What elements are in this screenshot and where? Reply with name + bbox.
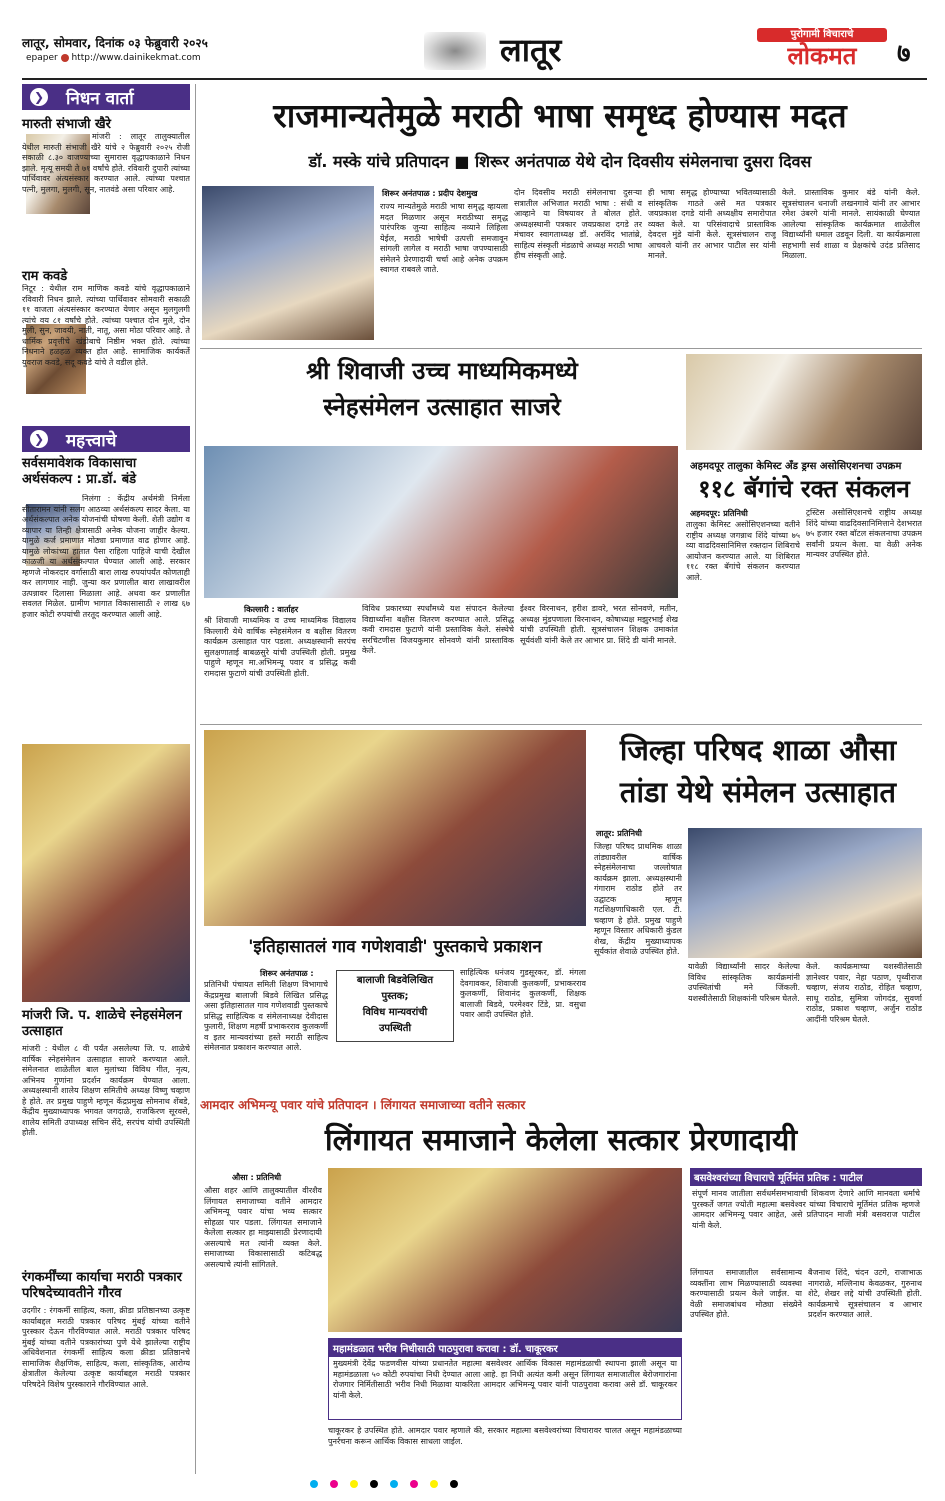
left-column-divider — [195, 84, 196, 1474]
important-header — [22, 426, 190, 452]
masthead-divider — [22, 78, 927, 80]
shivaji-dateline: किल्लारी : वार्ताहर — [244, 605, 299, 614]
budget-headline: सर्वसमावेशक विकासाचा अर्थसंकल्प : प्रा.डॉ. बंडे — [22, 456, 137, 487]
school-photo — [22, 744, 190, 1002]
obit1-name: मारुती संभाजी खैरे — [22, 117, 112, 132]
book-box-line-2: पुस्तक; — [381, 991, 409, 1002]
book-box-line-1: बालाजी बिडवेलिखित — [356, 975, 434, 986]
registration-mark-icon — [450, 1480, 458, 1488]
obituary-title: निधन वार्ता — [66, 88, 134, 109]
book-caption: 'इतिहासातलं गाव गणेशवाडी' पुस्तकाचे प्रकाशन — [248, 937, 542, 957]
blood-body-2: ट्रस्टिस असोसिएशनचे राष्ट्रीय अध्यक्ष शिंदे यांच्या वाढदिवसानिमित्ताने देशभरात ७५ हजार रक्त बॉटल संकलनाचा उपक्रम सर्वांनी प्रयत्न केला. या वेळी अनेक मान्यवर उपस्थित होते. — [806, 508, 922, 559]
ausa-dateline: लातूर: प्रतिनिधी — [596, 829, 642, 838]
obit1-text: मांजरी : लातूर तालुक्यातील येथील मारुती संभाजी खैरे यांचे २ फेब्रुवारी २०२५ रोजी सकाळी ८.३० वाजण्याच्या सुमारास वृद्धापकाळाने निधन झाले. मृत्यू समयी ते ७१ वर्षांचे होते. रविवारी दुपारी त्यांच्या पार्थिवावर अंत्यसंस्कार करण्यात आले. त्यांच्या पश्चात पत्नी, मुलगा, मुलगी, सून, नातवंडे असा परिवार आहे. — [22, 132, 190, 194]
city-emblem — [424, 32, 486, 70]
lingayat-box-text: संपूर्ण मानव जातीला सर्वधर्मसमभावाची शिकवण देणारे आणि मानवता धर्माचे पुरस्कर्ते जगत ज्योती महात्मा बसवेश्वर यांच्या विचाराचे मूर्तिमंत प्रतिक म्हणजे आमदार अभिमन्यू पवार आहेत, असे प्रतिपादन माजी मंत्री बसवराज पाटील यांनी केले. — [692, 1189, 920, 1230]
shivaji-headline-2: स्नेहसंमेलन उत्साहात साजरे — [323, 392, 561, 421]
important-title: महत्त्वाचे — [66, 430, 117, 451]
chevron-down-icon: ❯ — [30, 88, 48, 106]
lingayat-body-4: चाकूरकर हे उपस्थित होते. आमदार पवार म्हणाले की, सरकार महात्मा बसवेश्वरांच्या विचारावर चालत असून महामंडळाच्या पुनर्रचना करून आर्थिक विकास साधला जाईल. — [328, 1426, 682, 1446]
blood-caption: अहमदपूर तालुका केमिस्ट ॲंड ड्रग्स असोसिएशनचा उपक्रम — [690, 461, 902, 472]
budget-text: निलंगा : केंद्रीय अर्थमंत्री निर्मला सीतारामन यांनी सलग आठव्या अर्थसंकल्प सादर केला. या अर्थसंकल्पात अनेक योजनांची घोषणा केली. शेती उद्योग व व्यापार या तिन्ही क्षेत्रासाठी अनेक योजना जाहीर केल्या. यामुळे कर्ज प्रमाणात मोठ्या प्रमाणात वाढ होणार आहे. यामुळे लोकांच्या हातात पैसा राहिला पाहिजे याची देखील काळजी या अर्थसंकल्पात घेण्यात आली आहे. सरकार म्हणजे नोकरदार वर्गासाठी बारा लाख रुपयांपर्यंत कोणताही कर लागणार नाही. जुन्या कर प्रणालीत बारा लाखावरील उत्पन्नावर दिलासा मिळाला आहे. अथवा कर प्रणालीत सवलत मिळेल. ग्रामीण भागात विकासासाठी २ लाख ६७ हजार कोटी रुपयांची तरतूद करण्यात आली आहे. — [22, 494, 190, 619]
blood-photo — [686, 354, 922, 450]
lead-photo — [202, 186, 374, 340]
lingayat-box-head: बसवेश्वरांच्या विचाराचे मूर्तिमंत प्रतिक : पाटील — [690, 1168, 922, 1186]
registration-mark-icon — [310, 1480, 318, 1488]
school-text: मांजरी : येथील ८ वी पर्यंत असलेल्या जि. प. शाळेचे वार्षिक स्नेहसंमेलन उत्साहात साजरे करण्यात आले. संमेलनात शाळेतील बाल मुलांच्या विविध गीत, नृत्य, अभिनय गुणांना प्रदर्शन कार्यक्रम घेण्यात आला. अध्यक्षस्थानी शालेय शिक्षण समितीचे अध्यक्ष विष्णु चव्हाण हे होते. तर प्रमुख पाहुणे म्हणून केंद्रप्रमुख सोमनाथ शेंबडे, केंद्रीय मुख्याध्यापक भगवत जगदाळे, राजकिरण सूरवसे, शालेय समिती उपाध्यक्ष सचिन सेंदे, सरपंच यांची उपस्थिती होती. — [22, 1044, 190, 1137]
shivaji-headline-1: श्री शिवाजी उच्च माध्यमिकमध्ये — [306, 356, 578, 385]
lingayat-box — [690, 1168, 922, 1260]
blood-body-1: तालुका केमिस्ट असोसिएशनच्या वतीने राष्ट्रीय अध्यक्ष जगन्नाथ शिंदे यांच्या ७५ व्या वाढदिवसानिमित्त रक्तदान शिबिराचे आयोजन करण्यात आले. या शिबिरात ११८ रक्त बॅगांचे संकलन करण्यात आले. — [686, 520, 800, 582]
book-body-2: साहित्यिक धनंजय गुडसूरकर, डॉ. मंगला देवगावकर, शिवाजी कुलकर्णी, प्रभाकरराव कुलकर्णी, शिवानंद कुलकर्णी, शिक्षक बालाजी बिडवे, परमेश्वर टिंडे, प्रा. वसुधा पवार आदी उपस्थित होते. — [460, 968, 586, 1019]
obituary-header — [22, 84, 190, 110]
brand-tagline: पुरोगामी विचाराचे — [757, 28, 887, 42]
epaper-link[interactable] — [26, 53, 201, 63]
obit2-name: राम कवडे — [22, 269, 68, 284]
shivaji-body-3: ईश्वर विरनाथन, हरीश डावरे, भरत सोनवणे, मतीन, अध्यक्ष मुंडपणाला विरनाथन, कोषाध्यक्ष मझुरभाई शेख यांची उपस्थिती होती. सूत्रसंचालन शिक्षक उमाकांत सूर्यवंशी यांनी केले तर आभार प्रा. शिंदे डी यांनी मानले. — [520, 604, 678, 645]
brand-name: लोकमत — [787, 41, 857, 70]
blood-dateline: अहमदपूर: प्रतिनिधी — [690, 509, 748, 518]
city-title: लातूर — [500, 31, 562, 69]
lead-body-2: दोन दिवसीय मराठी संमेलनाचा दुसऱ्या सत्रातील अभिजात मराठी भाषा : संधी व आव्हाने या विषयावर ते बोलत होते. अध्यक्षस्थानी पत्रकार जयप्रकाश दगडे तर मंचावर स्वागताध्यक्ष डॉ. अरविंद भातांब्रे, साहित्य संस्कृती मंडळाचे अध्यक्ष मराठी भाषा हीच संस्कृती आहे. — [514, 188, 642, 260]
shivaji-photo — [204, 446, 678, 598]
lingayat-kicker: आमदार अभिमन्यू पवार यांचे प्रतिपादन । लिंगायत समाजाच्या वतीने सत्कार — [200, 1098, 526, 1112]
masthead — [22, 28, 927, 78]
lead-body-1: राज्य मान्यतेमुळे मराठी भाषा समृद्ध व्हायला मदत मिळणार असून मराठीच्या समृद्ध पारंपरिक जुन्या साहित्य नव्याने लिहिला येईल, मराठी भाषेची उत्पत्ती समजावून सांगली लागेल व मराठी भाषा जपण्यासाठी संमेलने प्रेरणादायी चर्चा आहे अनेक उपक्रम स्वागत राबवले जाते. — [380, 202, 508, 274]
left-column — [22, 84, 190, 1474]
ausa-body-4: केले. कार्यक्रमाच्या यशस्वीतेसाठी ज्ञानेश्वर पवार, नेहा पठाण, पृथ्वीराज चव्हाण, संजय राठोड, रोहित चव्हाण, साधू राठोड, सुमित्रा जोगदंड, सुवर्णा राठोड, प्रकाश चव्हाण, अर्जुन राठोड आदींनी परिश्रम घेतले. — [806, 962, 922, 1024]
rangkarmi-text: उदगीर : रंगकर्मी साहित्य, कला, क्रीडा प्रतिष्ठानच्या उत्कृष्ट कार्याबद्दल मराठी पत्रकार परिषद मुंबई यांच्या वतीने पुरस्कार देऊन गौरविण्यात आले. मराठी पत्रकार परिषद मुंबई यांच्या वतीने पत्रकारांच्या पुणे येथे झालेल्या राष्ट्रीय अधिवेशनात रंगकर्मी साहित्य कला क्रीडा प्रतिष्ठानचे सामाजिक शैक्षणिक, साहित्य, कला, सांस्कृतिक, आरोग्य क्षेत्रातील केलेल्या उत्कृष्ट कार्याबद्दल मराठी पत्रकार परिषदेने विशेष पुरस्काराने गौरविण्यात आले. — [22, 1306, 190, 1389]
ausa-headline-2: तांडा येथे संमेलन उत्साहात — [619, 775, 897, 809]
brand-logo — [757, 28, 887, 72]
lingayat-body-1: औसा शहर आणि तालुक्यातील वीरशैव लिंगायत समाजाच्या वतीने आमदार अभिमन्यू पवार यांचा भव्य सत्कार सोहळा पार पडला. लिंगायत समाजाने केलेला सत्कार हा माझ्यासाठी प्रेरणादायी असल्याचे मत त्यांनी व्यक्त केले. समाजाच्या विकासासाठी कटिबद्ध असल्याचे त्यांनी सांगितले. — [204, 1186, 322, 1269]
globe-icon — [61, 54, 69, 62]
lingayat-body-3: बैजनाथ शिंदे, चंदन उटगे, राजाभाऊ नागराळे, मल्लिनाथ केवळकर, गुरुनाथ शेटे, शेखर लद्दे यांची उपस्थिती होती. कार्यक्रमाचे सूत्रसंचालन व आभार प्रदर्शन करण्यात आले. — [808, 1268, 922, 1319]
registration-mark-icon — [350, 1480, 358, 1488]
shivaji-body-1: श्री शिवाजी माध्यमिक व उच्च माध्यमिक विद्यालय किल्लारी येथे वार्षिक स्नेहसंमेलन व बक्षीस वितरण कार्यक्रम उत्साहात पार पडला. अध्यक्षस्थानी सरपंच सुलक्षणाताई बाबळसुरे यांची उपस्थिती होती. प्रमुख पाहुणे म्हणून मा.अभिमन्यू पवार व प्रसिद्ध कवी रामदास फुटाणे यांची उपस्थिती होती. — [204, 616, 356, 678]
obit2-text: निटूर : येथील राम माणिक कवडे यांचे वृद्धापकाळाने रविवारी निधन झाले. त्यांच्या पार्थिवावर सोमवारी सकाळी ११ वाजता अंत्यसंस्कार करण्यात येणार असून मुलगुलगी त्यांचे वय ८१ वर्षांचे होते. त्यांच्या पश्चात दोन मुले, दोन मुली, सुन, जावयी, नाती, नातू, असा मोठा परिवार आहे. ते धार्मिक प्रवृत्तीचे खंडोबाचे निष्ठीम भक्त होते. त्यांच्या निधनाने हळहळ व्यक्त होत आहे. सामाजिक कार्यकर्ते युवराज कवडे, सदू कवडे यांचे ते वडील होते. — [22, 284, 190, 367]
blood-headline: ११८ बॅगांचे रक्त संकलन — [698, 474, 910, 503]
ausa-photo — [688, 828, 922, 958]
lead-body-3: ही भाषा समृद्ध होण्याच्या भवितव्यासाठी सांस्कृतिक गाठते असे मत पत्रकार जयप्रकाश दगडे यांनी अध्यक्षीय समारोपात व्यक्त केले. या परिसंवादाचे प्रास्ताविक देवदत्त मुंडे यांनी केले. सूत्रसंचालन राजू आचवले यांनी तर आभार पाटील सर यांनी मानले. — [648, 188, 776, 260]
demand-box — [328, 1338, 682, 1420]
lead-dateline: शिरूर अनंतपाळ : प्रदीप देशमुख — [382, 189, 478, 198]
registration-mark-icon — [390, 1480, 398, 1488]
book-box-line-4: उपस्थिती — [378, 1023, 412, 1034]
ausa-body-1: जिल्हा परिषद प्राथमिक शाळा तांड्यावरील वार्षिक स्नेहसंमेलनाचा जल्लोषात कार्यक्रम झाला. अध्यक्षस्थानी गंगाराम राठोड होते तर उद्घाटक म्हणून गटशिक्षणाधिकारी एल. टी. चव्हाण हे होते. प्रमुख पाहुणे म्हणून विस्तार अधिकारी कुंडल शेख, केंद्रीय मुख्याध्यापक सूर्यकांत शेवाळे उपस्थित होते. — [594, 842, 682, 956]
lingayat-dateline: औसा : प्रतिनिधी — [232, 1173, 282, 1182]
registration-mark-icon — [430, 1480, 438, 1488]
book-pullout-box — [336, 970, 454, 1042]
ausa-body-3: यावेळी विद्यार्थ्यांनी सादर केलेल्या विविध सांस्कृतिक कार्यक्रमांनी उपस्थितांची मने जिंकली. यशस्वीतेसाठी शिक्षकांनी परिश्रम घेतले. — [688, 962, 800, 1003]
lingayat-photo — [328, 1168, 682, 1332]
page-number: ७ — [897, 39, 911, 69]
dateline: लातूर, सोमवार, दिनांक ०३ फेब्रुवारी २०२५ — [22, 36, 208, 50]
lead-divider — [200, 348, 922, 349]
registration-mark-icon — [330, 1480, 338, 1488]
shivaji-body-2: विविध प्रकारच्या स्पर्धांमध्ये यश संपादन केलेल्या विद्यार्थ्यांना बक्षीस वितरण करण्यात आले. प्रसिद्ध कवी रामदास फुटाणे यांनी प्रस्ताविक केले. संस्थेचे सरचिटणीस विजयकुमार सोनवणे यांनी प्रास्ताविक केले. — [362, 604, 514, 655]
website-url[interactable]: http://www.dainikekmat.com — [71, 53, 201, 63]
registration-mark-icon — [370, 1480, 378, 1488]
book-photo — [204, 730, 586, 926]
lead-headline: राजमान्यतेमुळे मराठी भाषा समृध्द होण्यास मदत — [273, 96, 847, 135]
ausa-headline-1: जिल्हा परिषद शाळा औसा — [619, 733, 897, 767]
rangkarmi-headline: रंगकर्मींच्या कार्याचा मराठी पत्रकार परिषदेच्यावतीने गौरव — [22, 1270, 182, 1301]
mid-divider-1 — [200, 724, 922, 725]
lead-body-4: केले. प्रास्ताविक कुमार बंडे यांनी केले. सूत्रसंचालन धनाजी लखनगावे यांनी तर आभार रमेश उंबरगे यांनी मानले. सायंकाळी घेण्यात आलेल्या सांस्कृतिक कार्यक्रमात शाळेतील विद्यार्थ्यांनी धमाल उडवून दिली. या कार्यक्रमाला सहभागी सर्व शाळा व प्रेक्षकांचे उदंड प्रतिसाद मिळाला. — [782, 188, 920, 260]
demand-headline: महामंडळात भरीव निधीसाठी पाठपुरावा करावा : डॉ. चाकूरकर — [329, 1339, 681, 1357]
school-headline: मांजरी जि. प. शाळेचे स्नेहसंमेलन उत्साहात — [22, 1008, 182, 1039]
chevron-down-icon: ❯ — [30, 430, 48, 448]
book-body: प्रतिनिधी पंचायत समिती शिक्षण विभागाचे केंद्रप्रमुख बालाजी बिडवे लिखित प्रसिद्ध असा इतिहासातल गाव गणेशवाडी पुस्तकाचे प्रसिद्ध साहित्यिक व संमेलनाध्यक्ष देवीदास फुलारी, शिक्षण महर्षी प्रभाकरराव कुलकर्णी व इतर मान्यवरांच्या हस्ते मराठी साहित्य संमेलनात प्रकाशन करण्यात आले. — [204, 980, 328, 1052]
lead-subhead: डॉ. मस्के यांचे प्रतिपादन ■ शिरूर अनंतपाळ येथे दोन दिवसीय संमेलनाचा दुसरा दिवस — [308, 152, 812, 171]
demand-text: मुख्यमंत्री देवेंद्र फडणवीस यांच्या प्रधानतेत महात्मा बसवेश्वर आर्थिक विकास महामंडळाची स्थापना झाली असून या महामंडळाला ५० कोटी रुपयांचा निधी देण्यात आला आहे. हा निधी अत्यंत कमी असून लिंगायत समाजातील बेरोजगारांना रोजगार निर्मितीसाठी भरीव निधी मिळावा याकरिता आमदार अभिमन्यू पवार यांनी पाठपुरावा करावा असे डॉ. चाकूरकर यांनी केले. — [333, 1359, 677, 1400]
epaper-label: epaper — [26, 53, 58, 63]
registration-marks — [310, 1480, 630, 1490]
registration-mark-icon — [410, 1480, 418, 1488]
lingayat-headline: लिंगायत समाजाने केलेला सत्कार प्रेरणादायी — [324, 1123, 798, 1158]
book-dateline: शिरूर अनंतपाळ : — [260, 969, 314, 978]
lingayat-body-2: लिंगायत समाजातील सर्वसामान्य व्यक्तींना लाभ मिळण्यासाठी व्यवस्था करण्यासाठी प्रयत्न केले जाईल. या वेळी समाजबांधव मोठ्या संख्येने उपस्थित होते. — [690, 1268, 802, 1319]
book-box-line-3: विविध मान्यवरांची — [362, 1007, 428, 1018]
